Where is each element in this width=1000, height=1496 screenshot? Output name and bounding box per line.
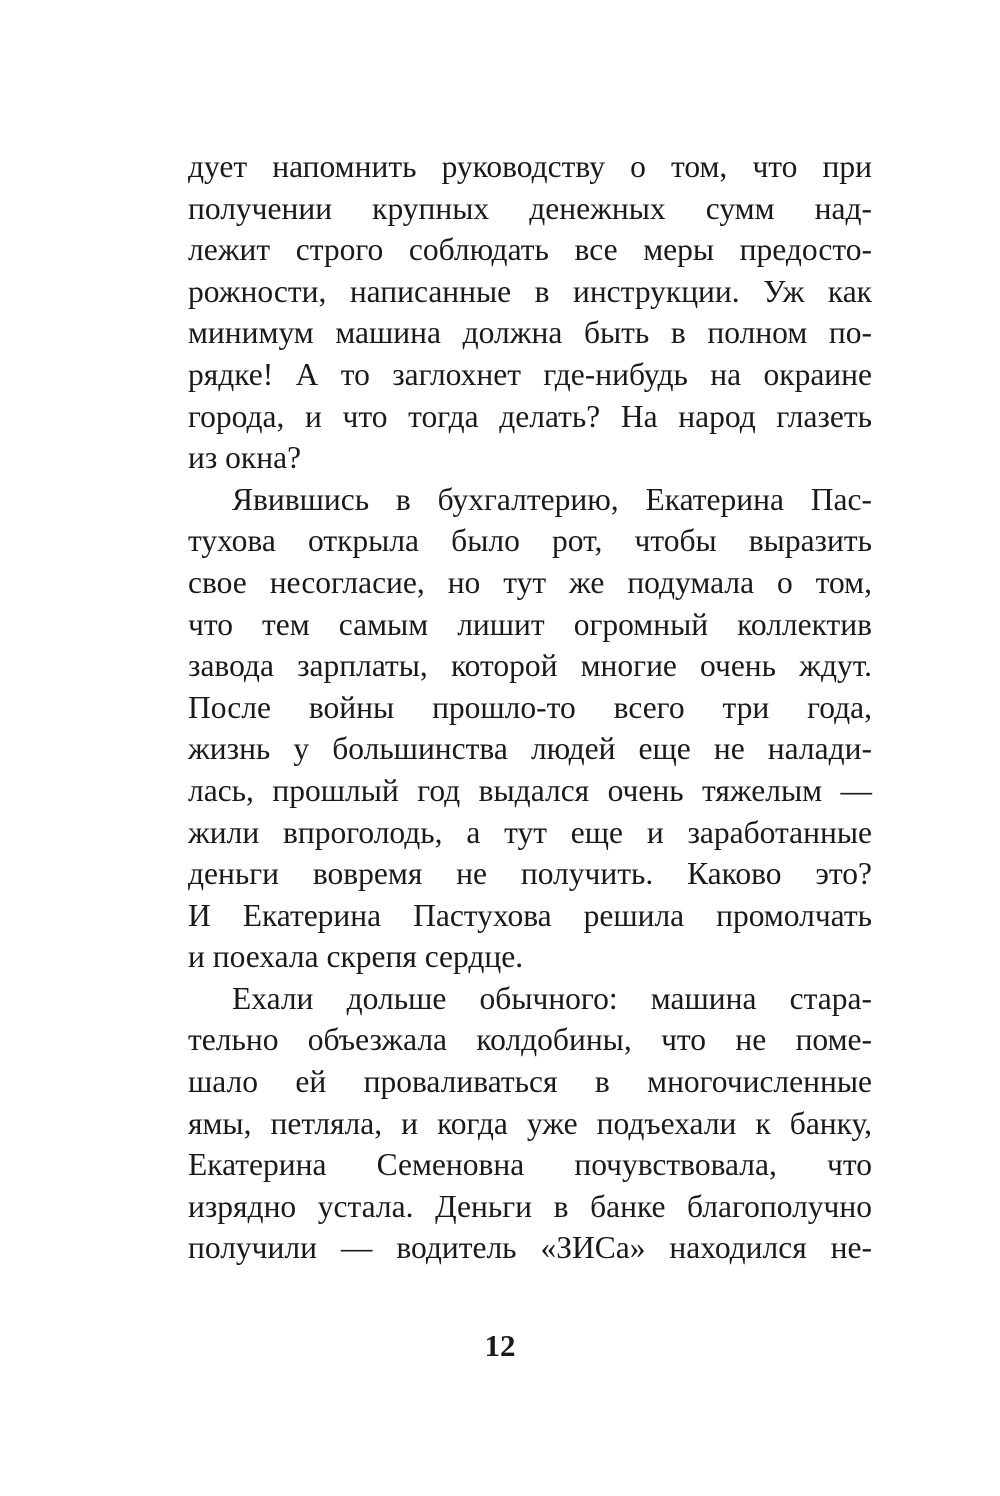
text-line: получении крупных денежных сумм над-: [188, 190, 872, 226]
text-line: Явившись в бухгалтерию, Екатерина Пас-: [232, 481, 872, 517]
text-line: завода зарплаты, которой многие очень ждут.: [188, 648, 872, 684]
text-line: И Екатерина Пастухова решила промолчать: [188, 897, 872, 933]
text-line: дует напомнить руководству о том, что при: [188, 149, 872, 184]
text-line: ямы, петляла, и когда уже подъехали к банку,: [188, 1105, 872, 1141]
text-line: минимум машина должна быть в полном по-: [188, 315, 872, 351]
text-line: тельно объезжала колдобины, что не поме-: [188, 1022, 872, 1058]
text-line: Екатерина Семеновна почувствовала, что: [188, 1147, 872, 1183]
text-line: что тем самым лишит огромный коллектив: [188, 606, 872, 642]
text-line: лежит строго соблюдать все меры предосто-: [188, 232, 872, 268]
paragraph-1: [188, 146, 872, 479]
text-line: деньги вовремя не получить. Каково это?: [188, 856, 872, 892]
text-line: шало ей проваливаться в многочисленные: [188, 1064, 872, 1100]
body-text: [188, 146, 872, 1269]
text-line: города, и что тогда делать? На народ глазеть: [188, 398, 872, 434]
text-line: тухова открыла было рот, чтобы выразить: [188, 523, 872, 559]
text-line: лась, прошлый год выдался очень тяжелым —: [188, 772, 872, 808]
text-line: получили — водитель «ЗИСа» находился не-: [188, 1230, 872, 1266]
paragraph-2: [188, 479, 872, 978]
text-line: После войны прошло-то всего три года,: [188, 689, 872, 725]
text-line: свое несогласие, но тут же подумала о том,: [188, 564, 872, 600]
text-line: Ехали дольше обычного: машина стара-: [232, 980, 872, 1016]
text-line: рожности, написанные в инструкции. Уж как: [188, 273, 872, 309]
text-line: жизнь у большинства людей еще не налади-: [188, 731, 872, 767]
paragraph-3: [188, 978, 872, 1269]
text-line: жили впроголодь, а тут еще и заработанные: [188, 814, 872, 850]
text-line: рядке! А то заглохнет где-нибудь на окраине: [188, 356, 872, 392]
text-line: и поехала скрепя сердце.: [188, 939, 524, 975]
text-line: из окна?: [188, 440, 302, 476]
page-number: 12: [484, 1328, 516, 1363]
text-line: изрядно устала. Деньги в банке благополучно: [188, 1188, 872, 1224]
